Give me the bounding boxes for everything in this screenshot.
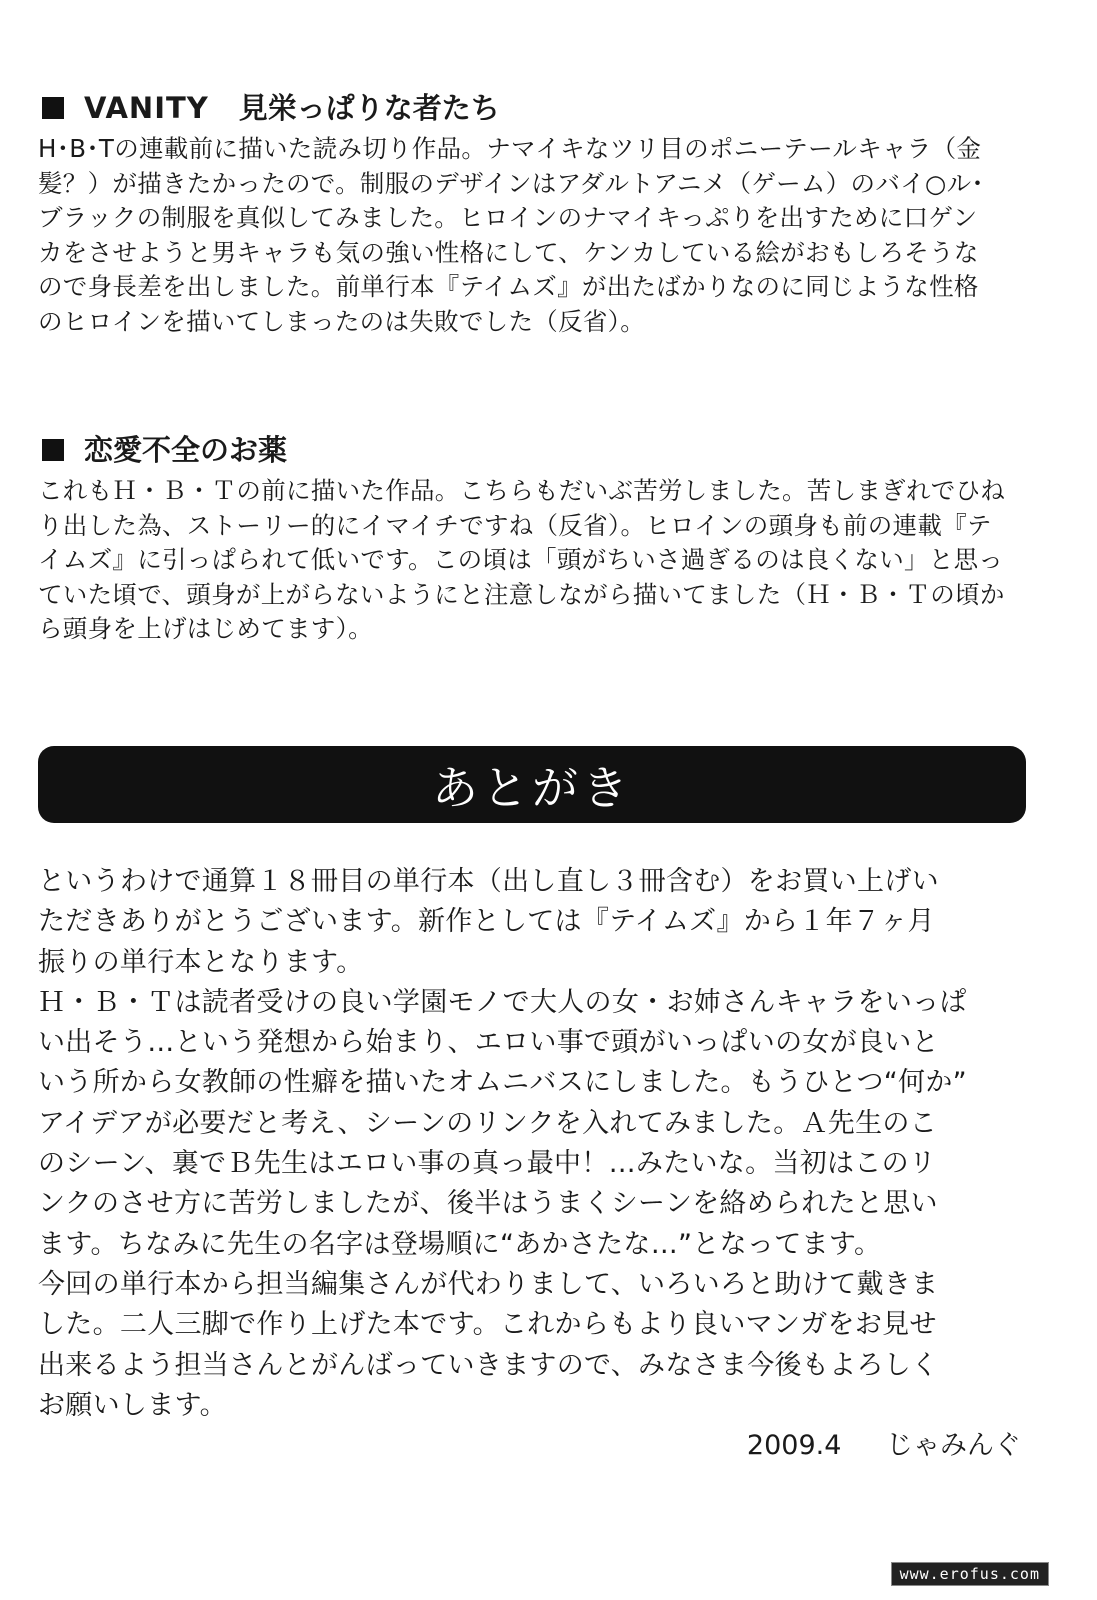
section-renai-fuzen [38, 430, 1038, 647]
section-title-en: VANITY [84, 91, 209, 125]
body-line: H･B･Tの連載前に描いた読み切り作品。ナマイキなツリ目のポニーテールキャラ（金 [38, 134, 982, 163]
afterword-line: 今回の単行本から担当編集さんが代わりまして、いろいろと助けて戴きま [38, 1268, 939, 1300]
body-line: カをさせようと男キャラも気の強い性格にして、ケンカしている絵がおもしろそうな [38, 237, 979, 267]
section-body [38, 474, 1038, 647]
section-title-jp: 見栄っぱりな者たち [238, 91, 500, 125]
body-line: ブラックの制服を真似してみました。ヒロインのナマイキっぷりを出すために口ゲン [38, 203, 978, 232]
afterword-line: Ｈ・Ｂ・Ｔは読者受けの良い学園モノで大人の女・お姉さんキャラをいっぱ [38, 986, 967, 1018]
afterword-line: 出来るよう担当さんとがんばっていきますので、みなさま今後もよろしく [38, 1349, 939, 1381]
square-bullet-icon [42, 97, 64, 119]
body-line: イムズ』に引っぱられて低いです。この頃は「頭がちいさ過ぎるのは良くない」と思っ [38, 545, 1004, 574]
afterword-banner [38, 746, 1026, 823]
afterword-line: した。二人三脚で作り上げた本です。これからもより良いマンガをお見せ [38, 1309, 937, 1341]
body-line: ていた頃で、頭身が上がらないようにと注意しながら描いてました（Ｈ・Ｂ・Ｔの頃か [38, 579, 1005, 609]
afterword-line: のシーン、裏でＢ先生はエロい事の真っ最中！…みたいな。当初はこのリ [38, 1148, 937, 1180]
square-bullet-icon [42, 439, 64, 461]
section-heading [38, 430, 1038, 470]
afterword-line: アイデアが必要だと考え、シーンのリンクを入れてみました。Ａ先生のこ [38, 1107, 938, 1139]
body-line: り出した為、ストーリー的にイマイチですね（反省）。ヒロインの頭身も前の連載『テ [38, 510, 992, 540]
afterword-line: 振りの単行本となります。 [38, 946, 364, 978]
signature [747, 1428, 1021, 1464]
section-body [38, 132, 1038, 339]
signature-author: じゃみんぐ [886, 1430, 1021, 1461]
afterword-line: ます。ちなみに先生の名字は登場順に“あかさたな…”となってます。 [38, 1228, 882, 1260]
body-line: ら頭身を上げはじめてます）。 [38, 614, 373, 643]
afterword-line: お願いします。 [38, 1389, 227, 1421]
afterword-line: ただきありがとうございます。新作としては『テイムズ』から１年７ヶ月 [38, 906, 935, 938]
body-line: 髪？）が描きたかったので。制服のデザインはアダルトアニメ（ゲーム）のバイ○ル･ [38, 168, 984, 198]
afterword-line: というわけで通算１８冊目の単行本（出し直し３冊含む）をお買い上げい [38, 866, 939, 897]
watermark-badge: www.erofus.com [891, 1562, 1049, 1586]
afterword-line: ンクのさせ方に苦労しましたが、後半はうまくシーンを絡められたと思い [38, 1188, 938, 1220]
body-line: のヒロインを描いてしまったのは失敗でした（反省）。 [38, 306, 646, 336]
section-heading [38, 88, 1038, 128]
afterword-title: あとがき [432, 760, 632, 815]
section-vanity [38, 88, 1038, 339]
afterword-line: いう所から女教師の性癖を描いたオムニバスにしました。もうひとつ“何か” [38, 1067, 967, 1099]
section-title-jp: 恋愛不全のお薬 [84, 433, 288, 467]
afterword-line: い出そう…という発想から始まり、エロい事で頭がいっぱいの女が良いと [38, 1027, 939, 1059]
afterword-body [38, 862, 1038, 1426]
body-line: ので身長差を出しました。前単行本『テイムズ』が出たばかりなのに同じような性格 [38, 272, 979, 301]
signature-date: 2009.4 [746, 1430, 842, 1461]
body-line: これもＨ・Ｂ・Ｔの前に描いた作品。こちらもだいぶ苦労しました。苦しまぎれでひね [38, 476, 1006, 505]
